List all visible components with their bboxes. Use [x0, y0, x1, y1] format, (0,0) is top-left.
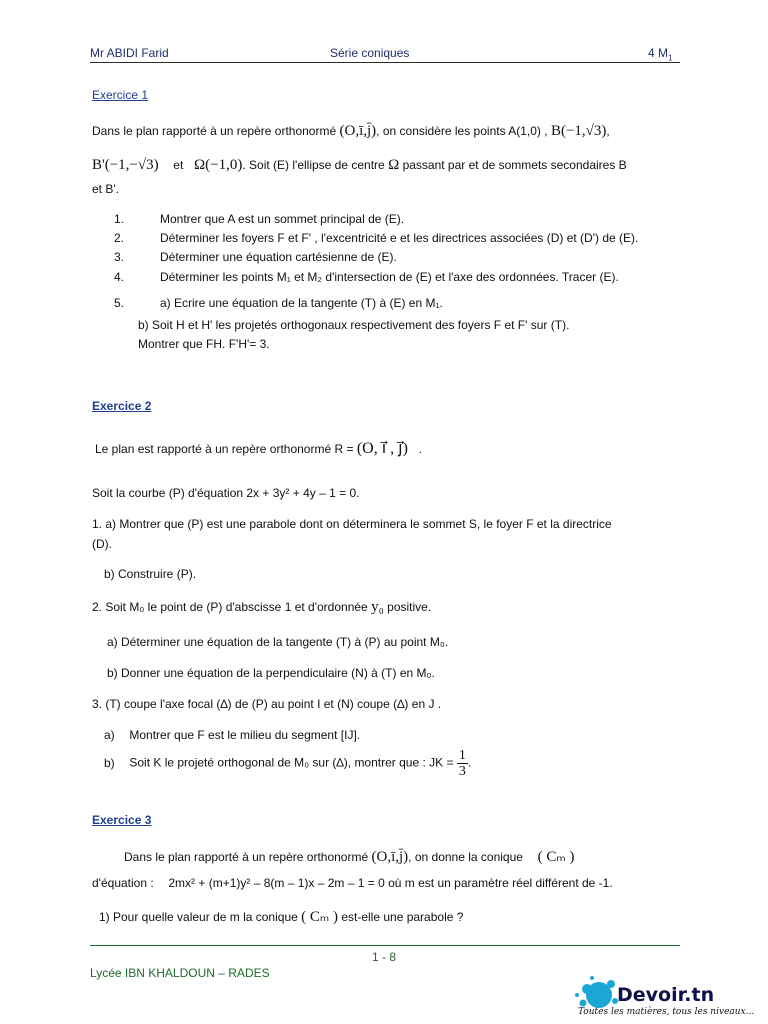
ex1-intro-b: , on considère les points A(1,0) ,: [376, 124, 548, 138]
ex1-intro-a: Dans le plan rapporté à un repère orthonormé: [92, 124, 337, 138]
ex2-line-9-num: b): [104, 755, 115, 770]
header-rule: [90, 62, 680, 63]
exercise-2-title: Exercice 2: [92, 399, 152, 413]
ex1-item-5b: b) Soit H et H' les projetés orthogonaux respectivement des foyers F et F' sur (T).: [138, 318, 570, 332]
ex3-line-3a: 1) Pour quelle valeur de m la conique: [99, 910, 298, 924]
ex2-line-8-text: Montrer que F est le milieu du segment [IJ].: [129, 728, 361, 742]
ex1-point-b: B(−1,√3): [550, 123, 607, 139]
ex2-line-8-num: a): [104, 728, 115, 742]
ex2-line-6: b) Donner une équation de la perpendiculaire (N) à (T) en M₀.: [107, 666, 435, 680]
ex1-item-2: [114, 231, 638, 245]
ex1-intro-line-1: [92, 124, 610, 138]
ex1-item-1-text: Montrer que A est un sommet principal de (E).: [160, 212, 405, 226]
exercise-3-title: Exercice 3: [92, 813, 152, 827]
ex2-line-4a: 2. Soit M₀ le point de (P) d'abscisse 1 et d'ordonnée: [92, 600, 368, 614]
ex3-line-3-cm: ( Cₘ ): [301, 909, 338, 925]
ex1-item-1-num: 1.: [114, 212, 125, 226]
ex2-line-8: [104, 728, 360, 742]
ex3-intro-b: , on donne la conique: [408, 850, 523, 864]
ex3-line-2b: 2mx² + (m+1)y² – 8(m – 1)x – 2m – 1 = 0 où m est un paramètre réel différent de -1.: [168, 876, 613, 890]
ex2-fraction: [457, 748, 468, 779]
ex3-intro-a: Dans le plan rapporté à un repère orthonormé: [124, 850, 369, 864]
ex1-item-4-num: 4.: [114, 270, 125, 284]
ex3-intro-line: [124, 850, 574, 864]
page-number: 1 - 8: [372, 950, 397, 964]
ex1-omega-symbol: Ω: [388, 157, 400, 173]
ex1-repere: (O,ī,j̄): [339, 123, 377, 139]
ex1-item-5: [114, 296, 443, 310]
ex2-fraction-denominator: 3: [458, 764, 466, 779]
ex1-et: et: [173, 158, 184, 172]
footer-rule: [90, 945, 680, 946]
ex3-cm: ( Cₘ ): [537, 849, 575, 865]
ex3-line-3: [99, 910, 463, 924]
ex1-item-2-num: 2.: [114, 231, 125, 245]
ex2-line-4: [92, 600, 431, 614]
ex1-item-3: [114, 250, 397, 264]
ex2-dot: .: [418, 442, 422, 456]
exercise-1-title: Exercice 1: [92, 88, 149, 102]
ex1-item-3-text: Déterminer une équation cartésienne de (E).: [160, 250, 397, 264]
ex2-line-4b: positive.: [387, 600, 432, 614]
ex2-line-9-end: .: [467, 755, 472, 770]
logo-text: Devoir.tn: [617, 984, 715, 1006]
ex2-intro-line: [95, 442, 422, 456]
ex2-repere: (O, i⃗ , j⃗): [356, 440, 408, 457]
footer-school: Lycée IBN KHALDOUN – RADES: [90, 966, 270, 980]
ex2-line-7: 3. (T) coupe l'axe focal (∆) de (P) au point I et (N) coupe (∆) en J .: [92, 697, 442, 711]
ex2-line-2b: (D).: [92, 537, 112, 551]
logo-tagline: Toutes les matières, tous les niveaux...: [578, 1007, 755, 1017]
ex2-line-5: a) Déterminer une équation de la tangente (T) à (P) au point M₀.: [107, 635, 449, 649]
ex1-intro-c: . Soit (E) l'ellipse de centre: [242, 158, 385, 172]
header-author: Mr ABIDI Farid: [90, 46, 169, 60]
ex3-repere: (O,ī,j̄): [371, 849, 409, 865]
ex1-item-5c: Montrer que FH. F'H'= 3.: [138, 337, 270, 351]
ex2-line-2a: 1. a) Montrer que (P) est une parabole dont on déterminera le sommet S, le foyer F et la directrice: [92, 517, 612, 531]
ex1-item-2-text: Déterminer les foyers F et F' , l'excentricité e et les directrices associées (D) et (D') de (E).: [160, 231, 639, 245]
ex3-line-3b: est-elle une parabole ?: [341, 910, 464, 924]
ex1-item-5-num: 5.: [114, 296, 125, 310]
ex1-omega-point: Ω(−1,0): [194, 157, 243, 173]
header-class: [648, 46, 672, 62]
ex3-line-2a: d'équation :: [92, 876, 154, 890]
ex1-intro-line-2: [92, 158, 627, 172]
ex1-item-1: [114, 212, 404, 226]
ex2-intro: Le plan est rapporté à un repère orthonormé R =: [95, 442, 354, 456]
header-title: Série coniques: [330, 46, 410, 60]
header-class-sub: 1: [668, 53, 673, 63]
ex1-item-5-text: a) Ecrire une équation de la tangente (T) à (E) en M₁.: [160, 296, 443, 310]
ex1-item-4-text: Déterminer les points M₁ et M₂ d'intersection de (E) et l'axe des ordonnées. Tracer (E).: [160, 270, 619, 284]
ex1-intro-d: passant par et de sommets secondaires B: [402, 158, 627, 172]
ex3-line-2: [92, 876, 613, 890]
ex2-line-9-text: Soit K le projeté orthogonal de M₀ sur (∆), montrer que : JK =: [129, 755, 454, 770]
ex1-intro-e: et B'.: [92, 182, 119, 196]
ex1-point-bprime: B'(−1,−√3): [92, 157, 159, 173]
ex2-y0: y₀: [371, 599, 384, 615]
ex1-item-3-num: 3.: [114, 250, 125, 264]
ex2-fraction-numerator: 1: [458, 748, 466, 763]
header-class-label: 4 M: [648, 46, 669, 60]
ex1-comma: ,: [606, 124, 610, 138]
ex1-item-4: [114, 270, 619, 284]
ex2-line-1: Soit la courbe (P) d'équation 2x + 3y² + 4y – 1 = 0.: [92, 486, 360, 500]
ex2-line-9: [104, 748, 471, 779]
ex2-line-3: b) Construire (P).: [104, 567, 197, 581]
